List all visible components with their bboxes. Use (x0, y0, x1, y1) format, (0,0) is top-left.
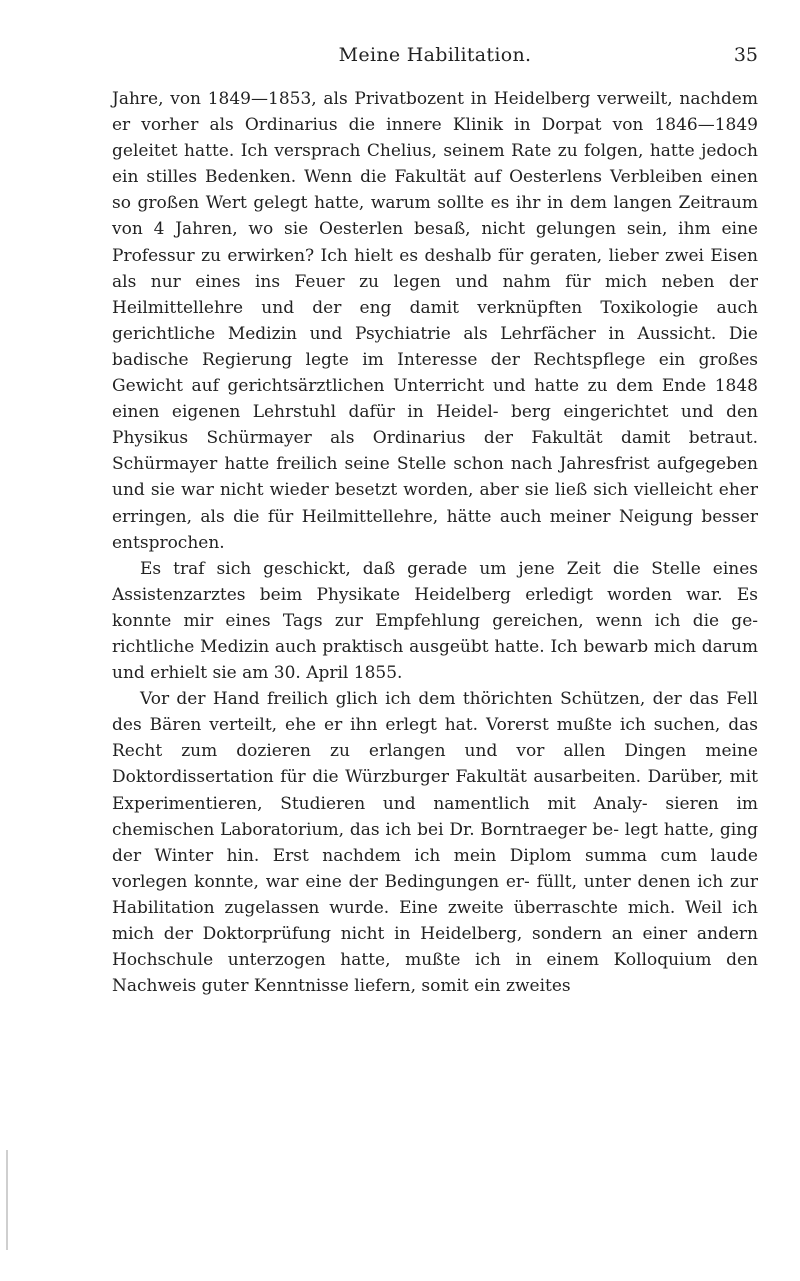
body-text (112, 86, 758, 999)
paragraph: Es traf sich geschickt, daß gerade um jene Zeit die Stelle eines Assistenzarztes beim Physikate Heidelberg erledigt worden war. Es konnte mir eines Tags zur Empfehlung gereichen, wenn ich die ge- richtliche Medizin auch praktisch ausgeübt hatte. Ich bewarb mich darum und erhielt sie am 30. April 1855. (112, 558, 758, 684)
running-title: Meine Habilitation. (338, 44, 532, 66)
page-header (112, 44, 758, 74)
paragraph: Jahre, von 1849—1853, als Privatbozent in Heidelberg verweilt, nachdem er vorher als Ordinarius die innere Klinik in Dorpat von 1846—1849 geleitet hatte. Ich versprach Chelius, seinem Rate zu folgen, hatte jedoch ein stilles Bedenken. Wenn die Fakultät auf Oesterlens Verbleiben einen so großen Wert gelegt hatte, warum sollte es ihr in dem langen Zeitraum von 4 Jahren, wo sie Oesterlen besaß, nicht gelungen sein, ihm eine Professur zu erwirken? Ich hielt es deshalb für geraten, lieber zwei Eisen als nur eines ins Feuer zu legen und nahm für mich neben der Heilmittellehre und der eng damit verknüpften Toxikologie auch gerichtliche Medizin und Psychiatrie als Lehrfächer in Aussicht. Die badische Regierung legte im Interesse der Rechtspflege ein großes Gewicht auf gerichtsärztlichen Unterricht und hatte zu dem Ende 1848 einen eigenen Lehrstuhl dafür in Heidel- berg eingerichtet und den Physikus Schürmayer als Ordinarius der Fakultät damit betraut. Schürmayer hatte freilich seine Stelle schon nach Jahresfrist aufgegeben und sie war nicht wieder besetzt worden, aber sie ließ sich vielleicht eher erringen, als die für Heilmittellehre, hätte auch meiner Neigung besser entsprochen. (112, 89, 758, 553)
binding-edge-mark (6, 1150, 8, 1250)
page-number: 35 (733, 44, 758, 66)
paragraph: Vor der Hand freilich glich ich dem thörichten Schützen, der das Fell des Bären verteilt, ehe er ihn erlegt hat. Vorerst mußte ich suchen, das Recht zum dozieren zu erlangen und vor allen Dingen meine Doktordissertation für die Würzburger Fakultät ausarbeiten. Darüber, mit Experimentieren, Studieren und namentlich mit Analy- sieren im chemischen Laboratorium, das ich bei Dr. Borntraeger be- legt hatte, ging der Winter hin. Erst nachdem ich mein Diplom summa cum laude vorlegen konnte, war eine der Bedingungen er- füllt, unter denen ich zur Habilitation zugelassen wurde. Eine zweite überraschte mich. Weil ich mich der Doktorprüfung nicht in Heidelberg, sondern an einer andern Hochschule unterzogen hatte, mußte ich in einem Kolloquium den Nachweis guter Kenntnisse liefern, somit ein zweites (112, 689, 758, 997)
